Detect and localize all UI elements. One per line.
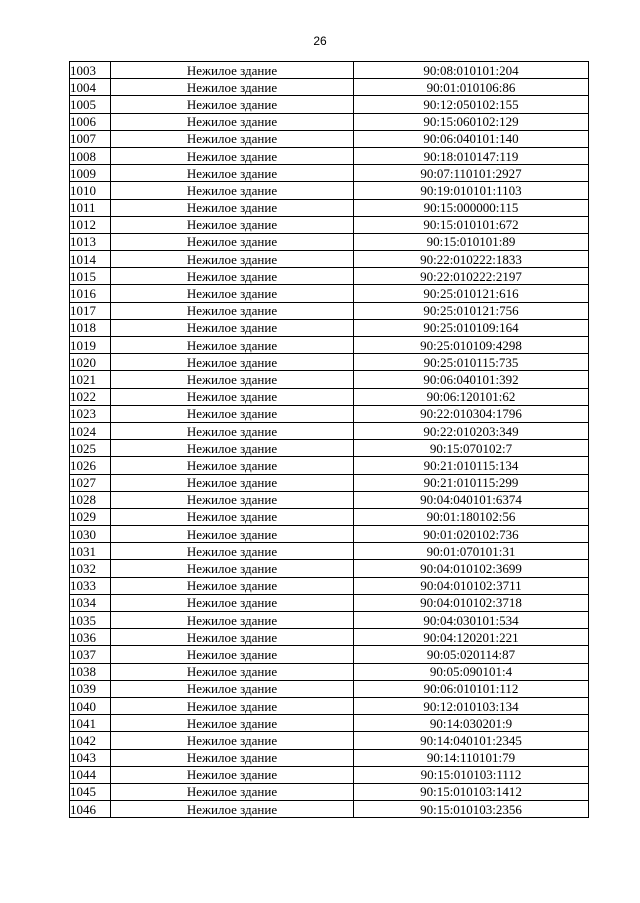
- table-row: [70, 680, 589, 697]
- table-row: [70, 302, 589, 319]
- object-type-cell: Нежилое здание: [111, 251, 354, 268]
- object-type-cell: Нежилое здание: [111, 79, 354, 96]
- table-row: [70, 354, 589, 371]
- object-type-cell: Нежилое здание: [111, 543, 354, 560]
- row-number-cell: 1024: [70, 422, 111, 439]
- property-table: [69, 61, 589, 818]
- table-row: [70, 560, 589, 577]
- row-number-cell: 1025: [70, 440, 111, 457]
- row-number-cell: 1033: [70, 577, 111, 594]
- row-number-cell: 1040: [70, 697, 111, 714]
- table-row: [70, 251, 589, 268]
- table-row: [70, 508, 589, 525]
- row-number-cell: 1045: [70, 783, 111, 800]
- table-row: [70, 749, 589, 766]
- row-number-cell: 1007: [70, 130, 111, 147]
- object-type-cell: Нежилое здание: [111, 508, 354, 525]
- row-number-cell: 1038: [70, 663, 111, 680]
- row-number-cell: 1031: [70, 543, 111, 560]
- row-number-cell: 1011: [70, 199, 111, 216]
- row-number-cell: 1009: [70, 165, 111, 182]
- row-number-cell: 1043: [70, 749, 111, 766]
- object-type-cell: Нежилое здание: [111, 474, 354, 491]
- table-row: [70, 732, 589, 749]
- table-row: [70, 543, 589, 560]
- object-type-cell: Нежилое здание: [111, 62, 354, 79]
- object-type-cell: Нежилое здание: [111, 440, 354, 457]
- object-type-cell: Нежилое здание: [111, 491, 354, 508]
- object-type-cell: Нежилое здание: [111, 96, 354, 113]
- cadastral-number-cell: 90:14:110101:79: [354, 749, 589, 766]
- cadastral-number-cell: 90:04:010102:3718: [354, 594, 589, 611]
- table-row: [70, 526, 589, 543]
- object-type-cell: Нежилое здание: [111, 783, 354, 800]
- object-type-cell: Нежилое здание: [111, 715, 354, 732]
- row-number-cell: 1034: [70, 594, 111, 611]
- cadastral-number-cell: 90:19:010101:1103: [354, 182, 589, 199]
- row-number-cell: 1021: [70, 371, 111, 388]
- row-number-cell: 1030: [70, 526, 111, 543]
- cadastral-number-cell: 90:15:000000:115: [354, 199, 589, 216]
- row-number-cell: 1014: [70, 251, 111, 268]
- table-row: [70, 697, 589, 714]
- cadastral-number-cell: 90:01:010106:86: [354, 79, 589, 96]
- cadastral-number-cell: 90:15:010101:672: [354, 216, 589, 233]
- object-type-cell: Нежилое здание: [111, 801, 354, 818]
- cadastral-number-cell: 90:15:010103:2356: [354, 801, 589, 818]
- cadastral-number-cell: 90:14:040101:2345: [354, 732, 589, 749]
- object-type-cell: Нежилое здание: [111, 732, 354, 749]
- table-row: [70, 457, 589, 474]
- table-row: [70, 440, 589, 457]
- object-type-cell: Нежилое здание: [111, 319, 354, 336]
- row-number-cell: 1023: [70, 405, 111, 422]
- object-type-cell: Нежилое здание: [111, 147, 354, 164]
- cadastral-number-cell: 90:22:010304:1796: [354, 405, 589, 422]
- property-table-body: [70, 62, 589, 818]
- row-number-cell: 1013: [70, 233, 111, 250]
- table-row: [70, 113, 589, 130]
- cadastral-number-cell: 90:15:060102:129: [354, 113, 589, 130]
- cadastral-number-cell: 90:25:010109:164: [354, 319, 589, 336]
- row-number-cell: 1039: [70, 680, 111, 697]
- cadastral-number-cell: 90:22:010222:1833: [354, 251, 589, 268]
- cadastral-number-cell: 90:22:010222:2197: [354, 268, 589, 285]
- cadastral-number-cell: 90:06:120101:62: [354, 388, 589, 405]
- row-number-cell: 1016: [70, 285, 111, 302]
- row-number-cell: 1042: [70, 732, 111, 749]
- table-row: [70, 130, 589, 147]
- table-row: [70, 165, 589, 182]
- cadastral-number-cell: 90:04:010102:3699: [354, 560, 589, 577]
- object-type-cell: Нежилое здание: [111, 646, 354, 663]
- object-type-cell: Нежилое здание: [111, 663, 354, 680]
- object-type-cell: Нежилое здание: [111, 216, 354, 233]
- object-type-cell: Нежилое здание: [111, 629, 354, 646]
- table-row: [70, 474, 589, 491]
- row-number-cell: 1027: [70, 474, 111, 491]
- object-type-cell: Нежилое здание: [111, 388, 354, 405]
- cadastral-number-cell: 90:06:010101:112: [354, 680, 589, 697]
- table-row: [70, 319, 589, 336]
- object-type-cell: Нежилое здание: [111, 422, 354, 439]
- object-type-cell: Нежилое здание: [111, 182, 354, 199]
- cadastral-number-cell: 90:21:010115:134: [354, 457, 589, 474]
- table-row: [70, 182, 589, 199]
- cadastral-number-cell: 90:05:020114:87: [354, 646, 589, 663]
- row-number-cell: 1004: [70, 79, 111, 96]
- cadastral-number-cell: 90:04:010102:3711: [354, 577, 589, 594]
- row-number-cell: 1015: [70, 268, 111, 285]
- table-row: [70, 801, 589, 818]
- object-type-cell: Нежилое здание: [111, 457, 354, 474]
- object-type-cell: Нежилое здание: [111, 371, 354, 388]
- object-type-cell: Нежилое здание: [111, 285, 354, 302]
- cadastral-number-cell: 90:25:010115:735: [354, 354, 589, 371]
- cadastral-number-cell: 90:06:040101:140: [354, 130, 589, 147]
- cadastral-number-cell: 90:06:040101:392: [354, 371, 589, 388]
- object-type-cell: Нежилое здание: [111, 526, 354, 543]
- object-type-cell: Нежилое здание: [111, 302, 354, 319]
- table-row: [70, 147, 589, 164]
- cadastral-number-cell: 90:25:010109:4298: [354, 337, 589, 354]
- table-row: [70, 337, 589, 354]
- object-type-cell: Нежилое здание: [111, 766, 354, 783]
- cadastral-number-cell: 90:25:010121:756: [354, 302, 589, 319]
- object-type-cell: Нежилое здание: [111, 749, 354, 766]
- cadastral-number-cell: 90:15:010103:1112: [354, 766, 589, 783]
- row-number-cell: 1044: [70, 766, 111, 783]
- cadastral-number-cell: 90:04:040101:6374: [354, 491, 589, 508]
- table-row: [70, 62, 589, 79]
- cadastral-number-cell: 90:08:010101:204: [354, 62, 589, 79]
- row-number-cell: 1022: [70, 388, 111, 405]
- row-number-cell: 1005: [70, 96, 111, 113]
- cadastral-number-cell: 90:01:070101:31: [354, 543, 589, 560]
- row-number-cell: 1019: [70, 337, 111, 354]
- table-row: [70, 285, 589, 302]
- table-row: [70, 491, 589, 508]
- object-type-cell: Нежилое здание: [111, 680, 354, 697]
- object-type-cell: Нежилое здание: [111, 697, 354, 714]
- cadastral-number-cell: 90:12:050102:155: [354, 96, 589, 113]
- table-row: [70, 783, 589, 800]
- row-number-cell: 1046: [70, 801, 111, 818]
- row-number-cell: 1026: [70, 457, 111, 474]
- cadastral-number-cell: 90:01:180102:56: [354, 508, 589, 525]
- object-type-cell: Нежилое здание: [111, 612, 354, 629]
- object-type-cell: Нежилое здание: [111, 233, 354, 250]
- table-row: [70, 594, 589, 611]
- row-number-cell: 1020: [70, 354, 111, 371]
- table-row: [70, 405, 589, 422]
- row-number-cell: 1036: [70, 629, 111, 646]
- row-number-cell: 1006: [70, 113, 111, 130]
- table-row: [70, 422, 589, 439]
- row-number-cell: 1012: [70, 216, 111, 233]
- cadastral-number-cell: 90:18:010147:119: [354, 147, 589, 164]
- row-number-cell: 1010: [70, 182, 111, 199]
- table-row: [70, 96, 589, 113]
- cadastral-number-cell: 90:25:010121:616: [354, 285, 589, 302]
- object-type-cell: Нежилое здание: [111, 405, 354, 422]
- table-row: [70, 199, 589, 216]
- row-number-cell: 1035: [70, 612, 111, 629]
- table-row: [70, 715, 589, 732]
- row-number-cell: 1017: [70, 302, 111, 319]
- object-type-cell: Нежилое здание: [111, 594, 354, 611]
- table-row: [70, 268, 589, 285]
- table-row: [70, 612, 589, 629]
- cadastral-number-cell: 90:05:090101:4: [354, 663, 589, 680]
- cadastral-number-cell: 90:04:120201:221: [354, 629, 589, 646]
- cadastral-number-cell: 90:15:010103:1412: [354, 783, 589, 800]
- row-number-cell: 1008: [70, 147, 111, 164]
- object-type-cell: Нежилое здание: [111, 130, 354, 147]
- object-type-cell: Нежилое здание: [111, 199, 354, 216]
- object-type-cell: Нежилое здание: [111, 113, 354, 130]
- cadastral-number-cell: 90:04:030101:534: [354, 612, 589, 629]
- cadastral-number-cell: 90:15:070102:7: [354, 440, 589, 457]
- cadastral-number-cell: 90:15:010101:89: [354, 233, 589, 250]
- row-number-cell: 1029: [70, 508, 111, 525]
- table-row: [70, 629, 589, 646]
- page-number: 26: [313, 34, 327, 48]
- table-row: [70, 388, 589, 405]
- row-number-cell: 1028: [70, 491, 111, 508]
- object-type-cell: Нежилое здание: [111, 337, 354, 354]
- table-row: [70, 766, 589, 783]
- table-row: [70, 577, 589, 594]
- cadastral-number-cell: 90:14:030201:9: [354, 715, 589, 732]
- cadastral-number-cell: 90:07:110101:2927: [354, 165, 589, 182]
- table-row: [70, 371, 589, 388]
- row-number-cell: 1032: [70, 560, 111, 577]
- table-row: [70, 233, 589, 250]
- row-number-cell: 1018: [70, 319, 111, 336]
- table-row: [70, 646, 589, 663]
- object-type-cell: Нежилое здание: [111, 577, 354, 594]
- object-type-cell: Нежилое здание: [111, 560, 354, 577]
- table-row: [70, 79, 589, 96]
- object-type-cell: Нежилое здание: [111, 354, 354, 371]
- cadastral-number-cell: 90:12:010103:134: [354, 697, 589, 714]
- cadastral-number-cell: 90:21:010115:299: [354, 474, 589, 491]
- row-number-cell: 1037: [70, 646, 111, 663]
- table-row: [70, 663, 589, 680]
- cadastral-number-cell: 90:01:020102:736: [354, 526, 589, 543]
- row-number-cell: 1041: [70, 715, 111, 732]
- table-row: [70, 216, 589, 233]
- row-number-cell: 1003: [70, 62, 111, 79]
- object-type-cell: Нежилое здание: [111, 268, 354, 285]
- object-type-cell: Нежилое здание: [111, 165, 354, 182]
- cadastral-number-cell: 90:22:010203:349: [354, 422, 589, 439]
